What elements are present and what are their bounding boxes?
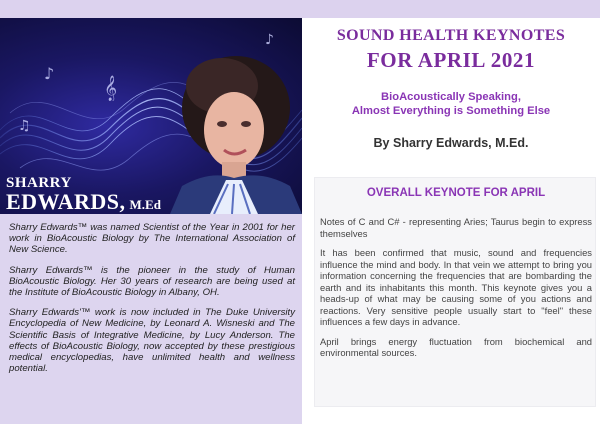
- bio-paragraph: Sharry Edwards™ was named Scientist of the Year in 2001 for her work in BioAcoustic Biology by The International Association of New Science.: [9, 222, 295, 256]
- bio-text: [9, 222, 295, 383]
- name-last: EDWARDS,: [6, 189, 126, 214]
- subtitle-line1: BioAcoustically Speaking,: [381, 91, 521, 103]
- keynote-body: [320, 216, 592, 367]
- left-panel: [0, 18, 302, 424]
- music-note-icon: ♪: [265, 32, 274, 48]
- subtitle-line2: Almost Everything is Something Else: [351, 105, 551, 117]
- keynote-paragraph: Notes of C and C# - representing Aries; Taurus begin to express themselves: [320, 216, 592, 239]
- treble-clef-icon: 𝄞: [104, 76, 118, 101]
- page-title-line1: SOUND HEALTH KEYNOTES: [336, 27, 566, 44]
- portrait-photo: [170, 46, 302, 214]
- keynote-paragraph: April brings energy fluctuation from biochemical and environmental sources.: [320, 335, 592, 358]
- bio-paragraph: Sharry Edwards™ is the pioneer in the study of Human BioAcoustic Biology. Her 30 years of research are being used at the Institute of BioAcoustic Biology in Albany, OH.: [9, 264, 295, 299]
- top-band: [0, 0, 600, 18]
- name-first: SHARRY: [6, 175, 72, 191]
- keynote-paragraph: It has been confirmed that music, sound and frequencies influence the mind and body. In that vein we attempt to bring you information concerning the frequencies that are bombarding the earth and its inhabitants this month. This keynote gives you a heads-up of what may be causing some of you actions and reactions. Very sensitive people usually start to "feel" these influences a few days in advance.: [320, 247, 592, 327]
- hero-banner: [0, 18, 302, 214]
- keynote-box: [314, 177, 596, 407]
- keynote-heading: OVERALL KEYNOTE FOR APRIL: [366, 187, 546, 199]
- name-overlay: [6, 176, 161, 213]
- page-title-line2: FOR APRIL 2021: [366, 48, 536, 72]
- name-suffix: M.Ed: [129, 197, 161, 212]
- author-byline: By Sharry Edwards, M.Ed.: [373, 136, 529, 150]
- bio-paragraph: Sharry Edwards'™ work is now included in The Duke University Encyclopedia of New Medicine, by Leonard A. Wisneski and The Scientific Basis of Integrative Medicine, by Lucy Anderson. The effects of BioAcoustic Biology, now accepted by these prestigious medical encyclopedias, have unlimited health and wellness potential.: [9, 307, 295, 375]
- music-note-icon: ♪: [44, 64, 55, 83]
- beamed-notes-icon: ♫: [18, 118, 31, 134]
- right-panel: [302, 18, 600, 424]
- subtitle: [302, 90, 600, 118]
